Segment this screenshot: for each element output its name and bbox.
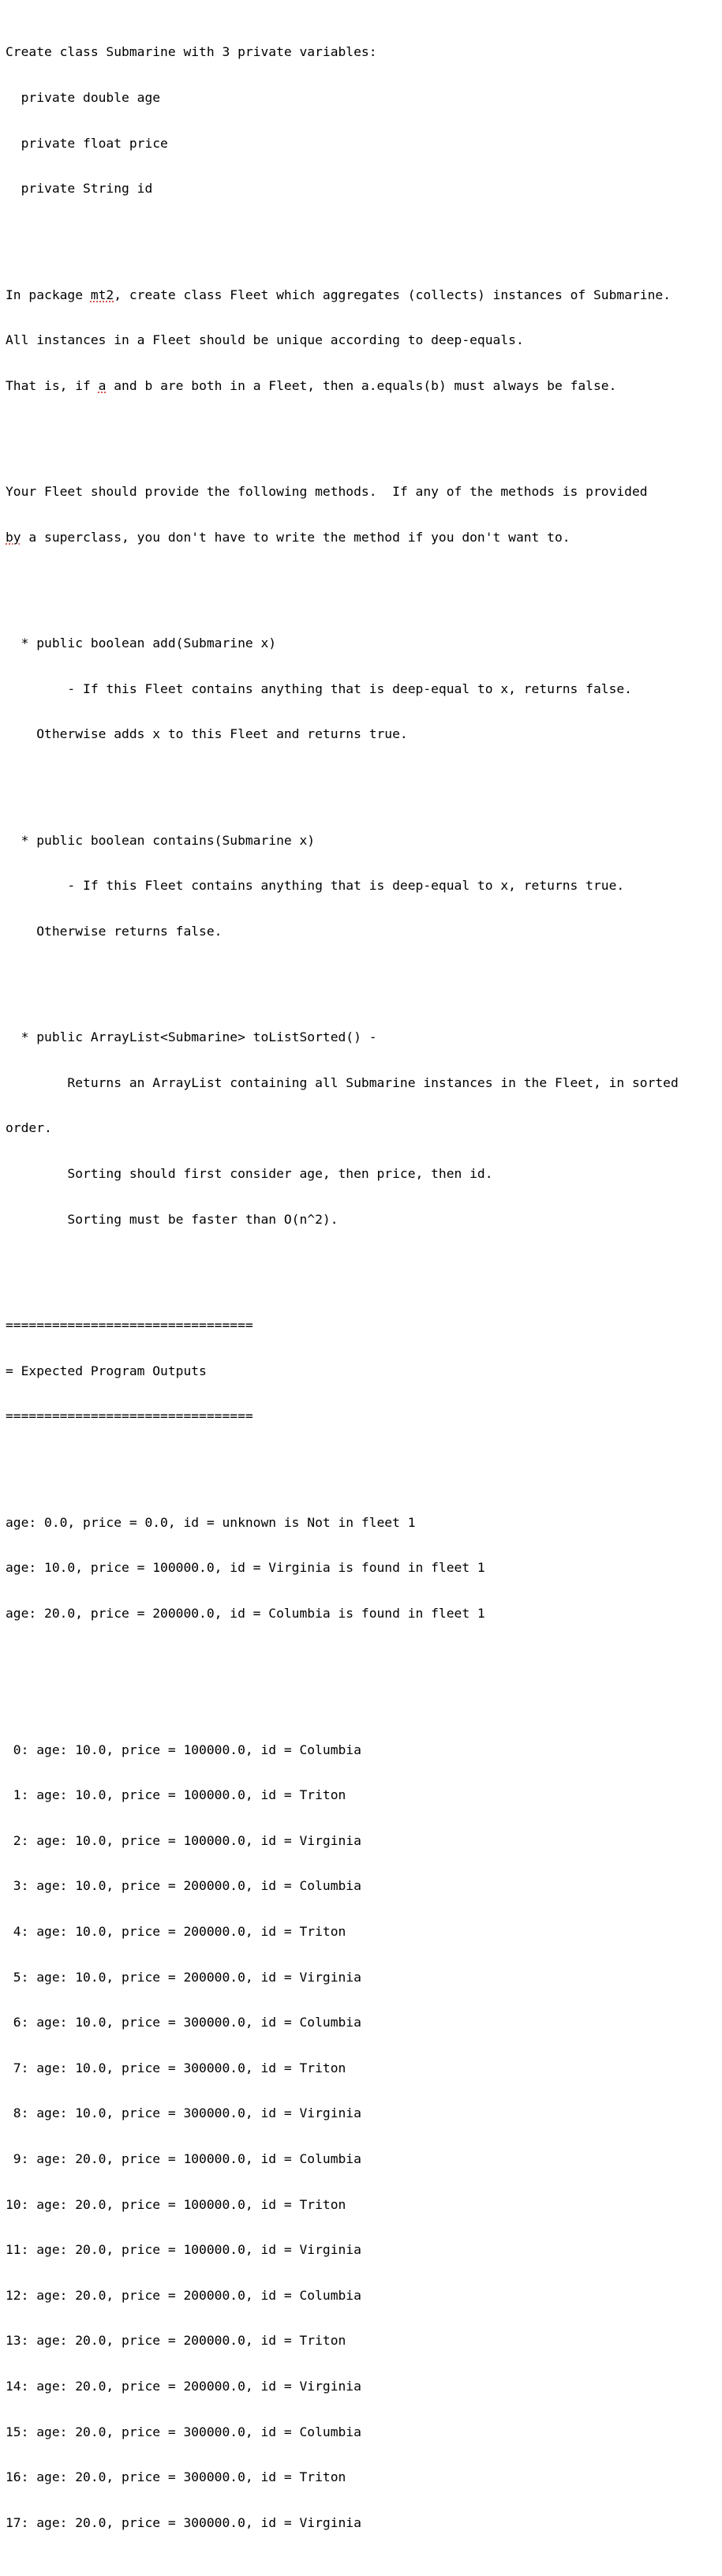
list-item: 14: age: 20.0, price = 200000.0, id = Virginia <box>6 2378 361 2394</box>
list-item: 1: age: 10.0, price = 100000.0, id = Triton <box>6 1787 346 1803</box>
list-item: 3: age: 10.0, price = 200000.0, id = Columbia <box>6 1878 361 1894</box>
spacer <box>6 227 679 242</box>
spacer <box>6 969 679 984</box>
superclass-line <box>6 530 679 545</box>
superclass-line-rest: a superclass, you don't have to write the method if you don't want to. <box>21 529 570 545</box>
list-item: 0: age: 10.0, price = 100000.0, id = Columbia <box>6 1742 361 1757</box>
package-line-suffix: , create class Fleet which aggregates (collects) instances of Submarine. <box>114 287 671 302</box>
lookup-line: age: 10.0, price = 100000.0, id = Virginia is found in fleet 1 <box>6 1560 485 1576</box>
list-item: 9: age: 20.0, price = 100000.0, id = Columbia <box>6 2150 361 2166</box>
list-item: 2: age: 10.0, price = 100000.0, id = Virginia <box>6 1832 361 1848</box>
lookup-line: age: 20.0, price = 200000.0, id = Columbia is found in fleet 1 <box>6 1605 485 1621</box>
lookup-line: age: 0.0, price = 0.0, id = unknown is Not in fleet 1 <box>6 1514 416 1530</box>
equals-line-suffix: and b are both in a Fleet, then a.equals(b) must always be false. <box>106 377 617 393</box>
spacer <box>6 1257 679 1272</box>
package-name: mt2 <box>90 287 114 302</box>
method-sorted-signature: * public ArrayList<Submarine> toListSorted() - <box>6 1029 377 1045</box>
field-price: private float price <box>6 135 168 151</box>
assignment-document <box>6 14 679 2576</box>
method-sorted-desc-3: Sorting should first consider age, then price, then id. <box>6 1166 493 1182</box>
method-sorted-desc-2: order. <box>6 1120 52 1136</box>
field-id: private String id <box>6 181 153 197</box>
spacer <box>6 575 679 590</box>
methods-intro-line: Your Fleet should provide the following methods. If any of the methods is provided <box>6 484 648 500</box>
method-sorted-desc-4: Sorting must be faster than O(n^2). <box>6 1211 339 1227</box>
equals-line-prefix: That is, if <box>6 377 99 393</box>
method-add-desc-1: - If this Fleet contains anything that is deep-equal to x, returns false. <box>6 681 632 696</box>
list-item: 8: age: 10.0, price = 300000.0, id = Virginia <box>6 2105 361 2121</box>
method-add-signature: * public boolean add(Submarine x) <box>6 636 277 651</box>
uniqueness-line: All instances in a Fleet should be unique according to deep-equals. <box>6 332 524 348</box>
field-age: private double age <box>6 90 161 105</box>
outputs-rule-bottom: ================================ <box>6 1408 253 1424</box>
list-item: 7: age: 10.0, price = 300000.0, id = Triton <box>6 2060 346 2075</box>
method-sorted-desc-1: Returns an ArrayList containing all Submarine instances in the Fleet, in sorted <box>6 1074 679 1090</box>
method-contains-signature: * public boolean contains(Submarine x) <box>6 832 316 848</box>
spacer <box>6 423 679 438</box>
method-add-desc-2: Otherwise adds x to this Fleet and returns true. <box>6 726 408 742</box>
list-item: 12: age: 20.0, price = 200000.0, id = Columbia <box>6 2287 361 2303</box>
list-item: 15: age: 20.0, price = 300000.0, id = Columbia <box>6 2424 361 2439</box>
spacer <box>6 772 679 787</box>
list-item: 13: age: 20.0, price = 200000.0, id = Triton <box>6 2333 346 2349</box>
list-item: 6: age: 10.0, price = 300000.0, id = Columbia <box>6 2015 361 2030</box>
method-contains-desc-1: - If this Fleet contains anything that is deep-equal to x, returns true. <box>6 878 625 894</box>
word-by: by <box>6 529 21 545</box>
method-contains-desc-2: Otherwise returns false. <box>6 923 223 939</box>
package-line-prefix: In package <box>6 287 91 302</box>
variable-a: a <box>98 377 107 393</box>
outputs-rule-top: ================================ <box>6 1318 253 1333</box>
outputs-title: = Expected Program Outputs <box>6 1363 207 1378</box>
list-item: 17: age: 20.0, price = 300000.0, id = Virginia <box>6 2514 361 2530</box>
list-item: 5: age: 10.0, price = 200000.0, id = Virginia <box>6 1969 361 1985</box>
list-item: 11: age: 20.0, price = 100000.0, id = Virginia <box>6 2242 361 2258</box>
sorted-list <box>6 1712 679 2560</box>
spacer <box>6 1651 679 1666</box>
list-item: 10: age: 20.0, price = 100000.0, id = Triton <box>6 2196 346 2212</box>
equals-line <box>6 378 679 393</box>
list-item: 4: age: 10.0, price = 200000.0, id = Triton <box>6 1924 346 1939</box>
intro-heading: Create class Submarine with 3 private variables: <box>6 44 377 60</box>
list-item: 16: age: 20.0, price = 300000.0, id = Triton <box>6 2469 346 2485</box>
spacer <box>6 1454 679 1469</box>
package-line <box>6 287 679 302</box>
